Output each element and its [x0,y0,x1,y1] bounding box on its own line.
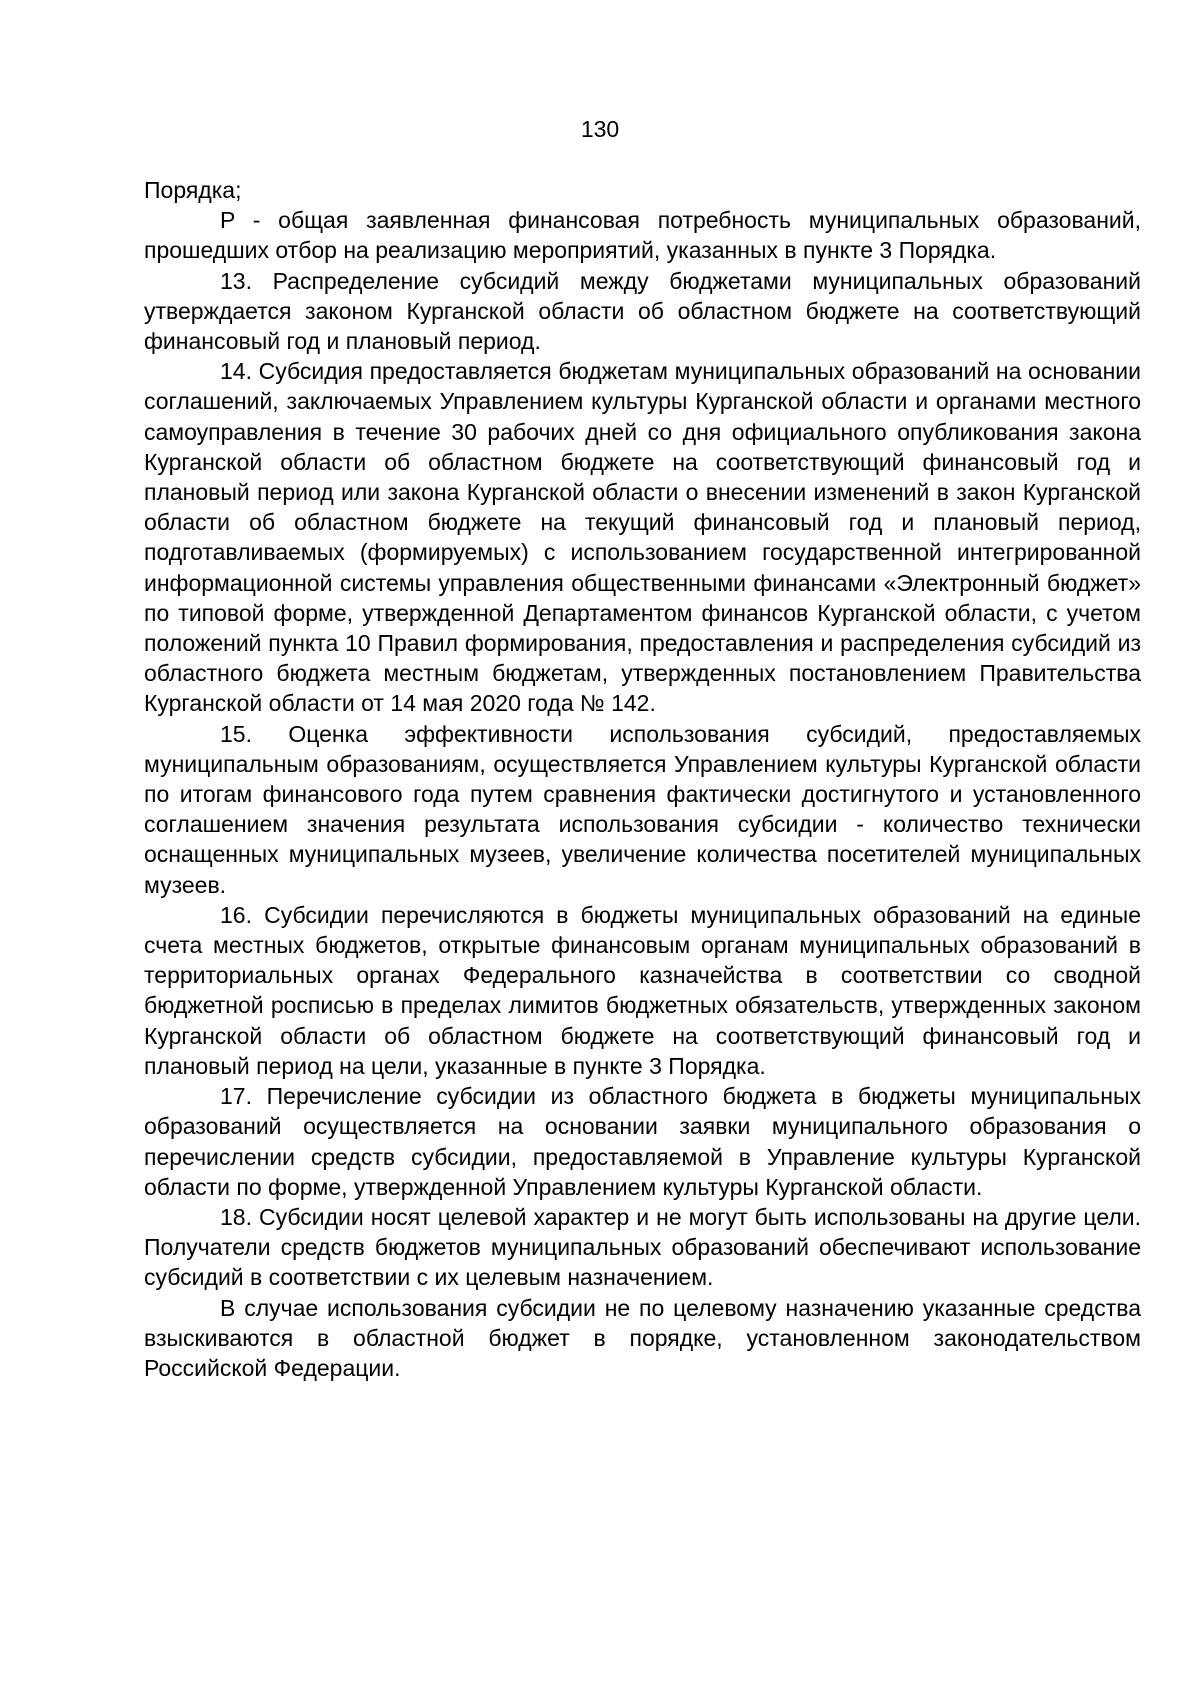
paragraph-p-definition: P - общая заявленная финансовая потребность муниципальных образований, прошедших отбор на реализацию мероприятий, указанных в пункте 3 Порядка. [144,207,1141,264]
paragraph-18: 18. Субсидии носят целевой характер и не могут быть использованы на другие цели. Получатели средств бюджетов муниципальных образований обеспечивают использование субсидий в соответствии с их целевым назначением. [144,1203,1141,1291]
page-number: 130 [580,116,620,142]
paragraph-17: 17. Перечисление субсидии из областного бюджета в бюджеты муниципальных образований осуществляется на основании заявки муниципального образования о перечислении средств субсидии, предоставляемой в Управление культуры Курганской области по форме, утвержденной Управлением культуры Курганской области. [144,1083,1141,1200]
document-body [144,175,1141,1383]
paragraph-16: 16. Субсидии перечисляются в бюджеты муниципальных образований на единые счета местных бюджетов, открытые финансовым органам муниципальных образований в территориальных органах Федерального казначейства в соответствии со сводной бюджетной росписью в пределах лимитов бюджетных обязательств, утвержденных законом Курганской области об областном бюджете на соответствующий финансовый год и плановый период на цели, указанные в пункте 3 Порядка. [144,901,1141,1079]
paragraph-order-end: Порядка; [144,177,242,203]
paragraph-14: 14. Субсидия предоставляется бюджетам муниципальных образований на основании соглашений, заключаемых Управлением культуры Курганской области и органами местного самоуправления в течение 30 рабочих дней со дня официального опубликования закона Курганской области об областном бюджете на соответствующий финансовый год и плановый период или закона Курганской области о внесении изменений в закон Курганской области об областном бюджете на текущий финансовый год и плановый период, подготавливаемых (формируемых) с использованием государственной интегрированной информационной системы управления общественными финансами «Электронный бюджет» по типовой форме, утвержденной Департаментом финансов Курганской области, с учетом положений пункта 10 Правил формирования, предоставления и распределения субсидий из областного бюджета местным бюджетам, утвержденных постановлением Правительства Курганской области от 14 мая 2020 года № 142. [144,358,1141,717]
paragraph-misuse: В случае использования субсидии не по целевому назначению указанные средства взыскиваются в областной бюджет в порядке, установленном законодательством Российской Федерации. [144,1294,1141,1381]
paragraph-15: 15. Оценка эффективности использования субсидий, предоставляемых муниципальным образованиям, осуществляется Управлением культуры Курганской области по итогам финансового года путем сравнения фактически достигнутого и установленного соглашением значения результата использования субсидии - количество технически оснащенных муниципальных музеев, увеличение количества посетителей муниципальных музеев. [144,720,1141,898]
paragraph-13: 13. Распределение субсидий между бюджетами муниципальных образований утверждается законом Курганской области об областном бюджете на соответствующий финансовый год и плановый период. [144,267,1141,355]
